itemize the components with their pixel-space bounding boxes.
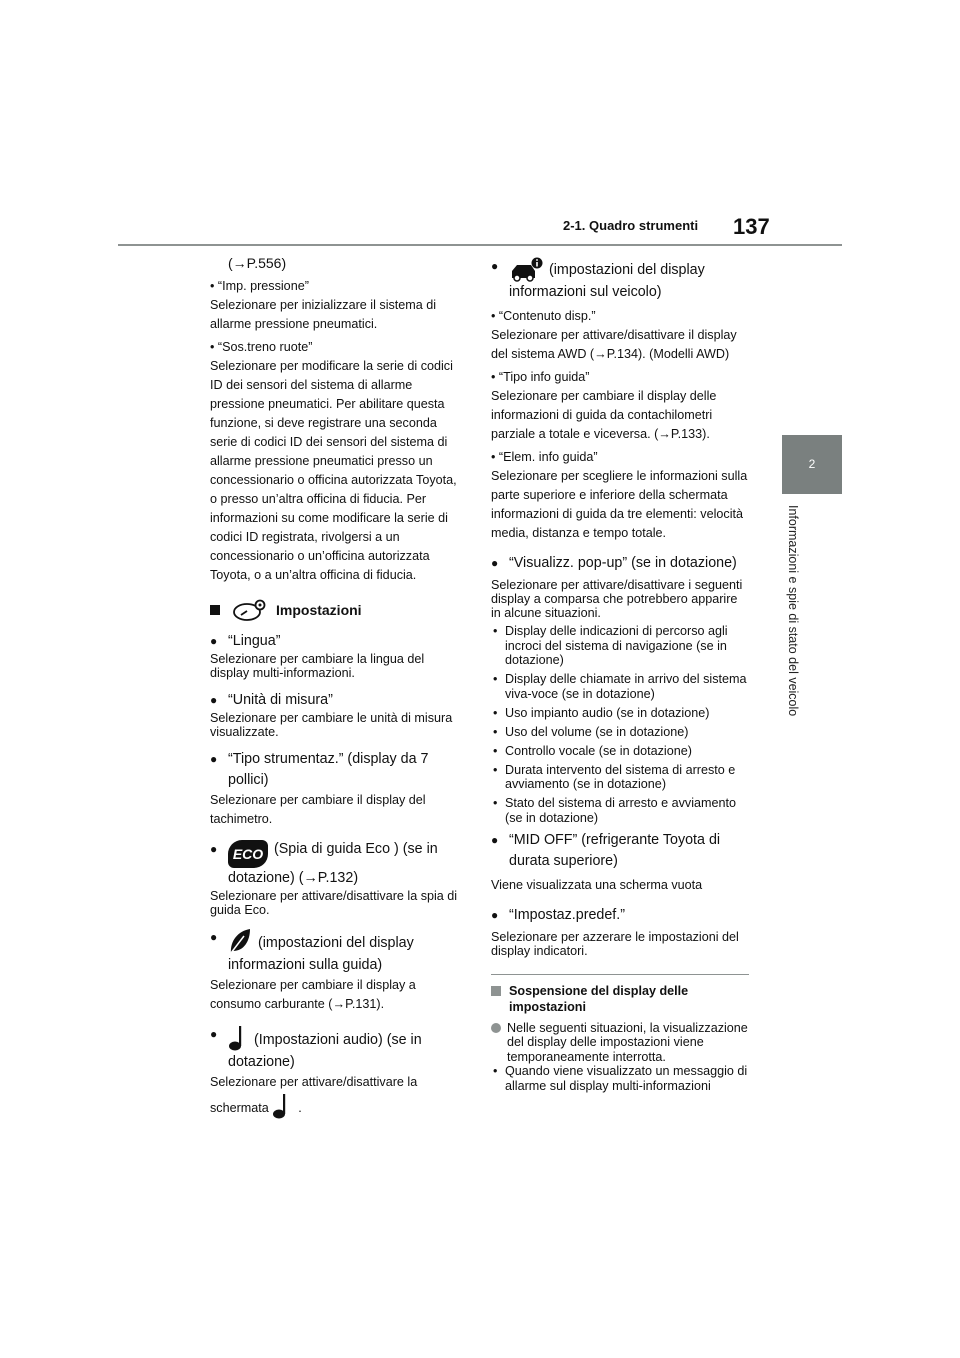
settings-gauge-icon	[232, 599, 268, 621]
round-bullet-icon: ●	[210, 634, 218, 648]
subsection-divider	[491, 974, 749, 975]
setting-description: Selezionare per cambiare la lingua del display multi-informazioni.	[210, 652, 425, 680]
setting-title: “Unità di misura”	[228, 692, 333, 708]
left-column	[210, 254, 465, 1120]
list-item: • Display delle indicazioni di percorso agli incroci del sistema di navigazione (se in dotazione)	[491, 624, 749, 668]
setting-description: Selezionare per azzerare le impostazioni del display indicatori.	[491, 929, 739, 958]
setting-title: (Spia di guida Eco ) (se in dotazione) (→P.132)	[228, 841, 438, 886]
section-title: 2-1. Quadro strumenti	[563, 218, 699, 233]
setting-description-text: Selezionare per attivare/disattivare la schermata	[210, 1075, 418, 1115]
suspend-intro-text: Nelle seguenti situazioni, la visualizzazione del display delle impostazioni viene temporaneamente interrotta.	[507, 1020, 748, 1064]
suspend-intro	[491, 1021, 749, 1065]
setting-drive-info	[210, 927, 465, 976]
setting-eco	[210, 839, 465, 889]
item-description: Selezionare per modificare la serie di codici ID dei sensori del sistema di allarme pressione pneumatici. Per abilitare questa funzione, si deve registrare una seconda serie di codici ID dei sensori del sistema di allarme pressione pneumatici presso un concessionario o officina autorizzata Toyota, o presso un’altra officina di fiducia. Per informazioni su come modificare la serie di codici ID registrata, rivolgersi a un concessionario o un’officina autorizzata Toyota, o a un’altra officina di fiducia.	[210, 359, 457, 582]
list-item: • Uso impianto audio (se in dotazione)	[491, 706, 749, 721]
setting-description: Selezionare per cambiare il display a consumo carburante (→P.131).	[210, 978, 416, 1011]
default-setting	[491, 905, 749, 926]
music-note-icon	[228, 1024, 248, 1052]
setting-title: “Visualizz. pop-up” (se in dotazione)	[509, 555, 737, 571]
round-bullet-icon: ●	[491, 259, 499, 273]
setting-description: Selezionare per cambiare il display del tachimetro.	[210, 793, 426, 826]
chapter-tab	[782, 435, 842, 494]
item-description: Selezionare per attivare/disattivare il display del sistema AWD (→P.134). (Modelli AWD)	[491, 328, 737, 361]
setting-gauge-type	[210, 749, 465, 791]
setting-title: (Impostazioni audio) (se in dotazione)	[228, 1032, 422, 1070]
round-bullet-icon	[491, 1023, 501, 1033]
leaf-icon	[228, 927, 252, 955]
midoff-setting	[491, 830, 749, 872]
list-item: • Controllo vocale (se in dotazione)	[491, 744, 749, 759]
round-bullet-icon: ●	[491, 832, 499, 847]
item-title: • “Sos.treno ruote”	[210, 340, 313, 354]
list-item: • Display delle chiamate in arrivo del sistema viva-voce (se in dotazione)	[491, 672, 749, 701]
list-item: • Stato del sistema di arresto e avviamento (se in dotazione)	[491, 796, 749, 825]
list-item: • Quando viene visualizzato un messaggio di allarme sul display multi-informazioni	[491, 1064, 749, 1093]
setting-title: “Tipo strumentaz.” (display da 7 pollici)	[228, 751, 429, 788]
suspend-heading	[491, 983, 749, 1015]
setting-description	[210, 1073, 465, 1120]
item-title: • “Imp. pressione”	[210, 279, 309, 293]
item-description: Selezionare per cambiare il display delle informazioni di guida da contachilometri parziale a totale e viceversa. (→P.133).	[491, 389, 717, 441]
setting-units	[210, 690, 465, 711]
vehicle-info-icon	[509, 256, 543, 282]
item-description: Selezionare per inizializzare il sistema di allarme pressione pneumatici.	[210, 298, 437, 331]
chapter-number: 2	[808, 457, 816, 471]
setting-title: “Lingua”	[228, 633, 281, 649]
item-title: • “Elem. info guida”	[491, 450, 598, 464]
round-bullet-icon: ●	[491, 556, 499, 570]
item-description: Selezionare per scegliere le informazioni sulla parte superiore e inferiore della schermata informazioni di guida da tre elementi: velocità media, distanza e tempo totale.	[491, 469, 748, 540]
popup-setting	[491, 553, 749, 574]
settings-heading-text: Impostazioni	[276, 601, 362, 618]
page-number: 137	[733, 214, 770, 239]
setting-description: Selezionare per attivare/disattivare la spia di guida Eco.	[210, 889, 458, 917]
header-divider	[118, 244, 842, 246]
round-bullet-icon: ●	[210, 842, 218, 856]
setting-description-suffix: .	[298, 1101, 302, 1115]
chapter-label: Informazioni e spie di stato del veicolo	[786, 505, 800, 717]
suspend-list	[491, 1064, 749, 1093]
item-title: • “Tipo info guida”	[491, 370, 590, 384]
music-note-icon	[272, 1092, 292, 1120]
vehicle-info-heading	[491, 256, 749, 303]
square-bullet-icon	[210, 605, 220, 615]
setting-title: “MID OFF” (refrigerante Toyota di durata superiore)	[509, 831, 721, 869]
round-bullet-icon: ●	[491, 907, 499, 922]
setting-audio	[210, 1024, 465, 1073]
setting-title: “Impostaz.predef.”	[509, 906, 626, 923]
square-bullet-icon	[491, 986, 501, 996]
right-column	[491, 254, 749, 1098]
popup-list	[491, 624, 749, 825]
vehicle-info-heading-text: (impostazioni del display informazioni sul veicolo)	[509, 262, 705, 300]
round-bullet-icon: ●	[210, 752, 218, 766]
setting-description: Selezionare per cambiare le unità di misura visualizzate.	[210, 711, 453, 739]
round-bullet-icon: ●	[210, 693, 218, 707]
list-item: • Uso del volume (se in dotazione)	[491, 725, 749, 740]
eco-indicator-icon: ECO	[228, 840, 268, 868]
round-bullet-icon: ●	[210, 930, 218, 944]
item-title: • “Contenuto disp.”	[491, 309, 596, 323]
setting-lingua	[210, 631, 465, 652]
settings-heading	[210, 599, 465, 621]
round-bullet-icon: ●	[210, 1027, 218, 1041]
list-item: • Durata intervento del sistema di arresto e avviamento (se in dotazione)	[491, 763, 749, 792]
suspend-heading-text: Sospensione del display delle impostazioni	[509, 983, 689, 1014]
setting-description: Selezionare per attivare/disattivare i seguenti display a comparsa che potrebbero apparire in alcune situazioni.	[491, 578, 743, 620]
setting-description: Viene visualizzata una scherma vuota	[491, 877, 703, 892]
setting-title: (impostazioni del display informazioni sulla guida)	[228, 935, 414, 973]
page-reference: (→P.556)	[228, 255, 287, 271]
